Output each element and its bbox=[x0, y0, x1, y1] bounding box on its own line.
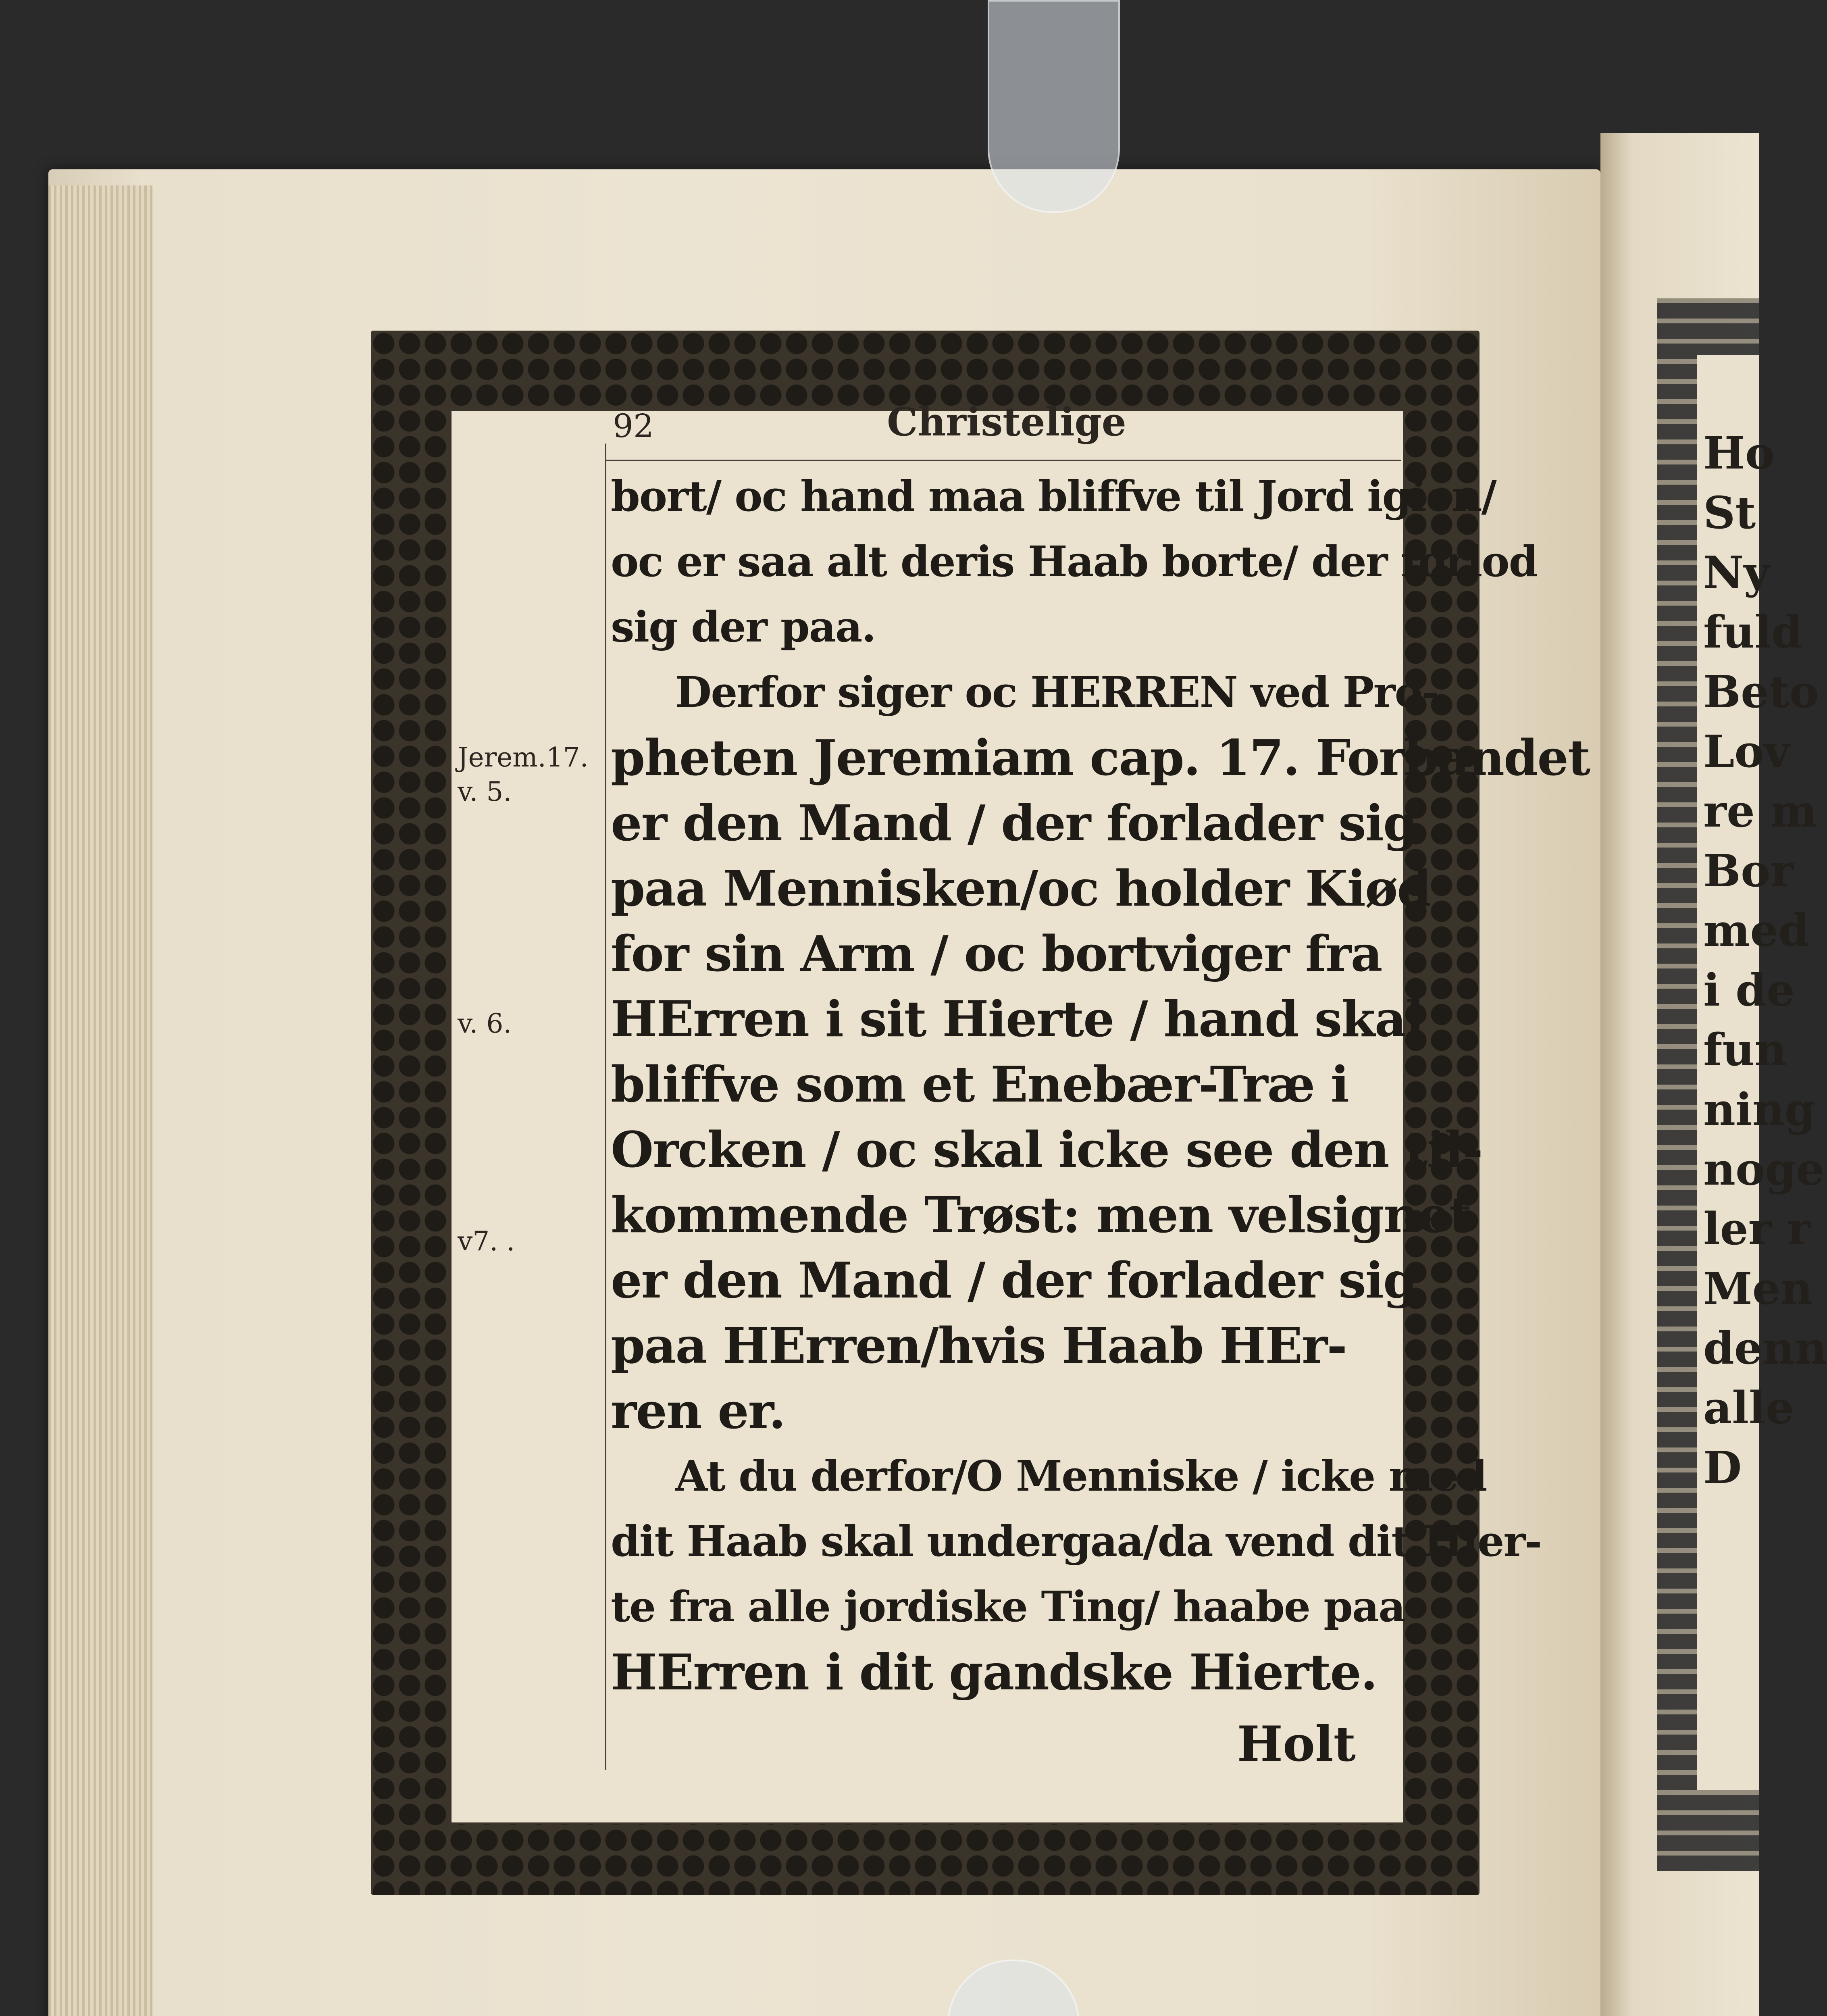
margin-note-v7: v7. . bbox=[458, 1226, 515, 1257]
text-line: dit Haab skal undergaa/da vend dit Hier- bbox=[611, 1516, 1542, 1566]
text-line: te fra alle jordiske Ting/ haabe paa bbox=[611, 1582, 1405, 1631]
text-line: Derfor siger oc HERREN ved Pro- bbox=[675, 667, 1439, 717]
page-clip-top bbox=[988, 0, 1120, 213]
running-head: Christelige bbox=[887, 399, 1126, 445]
catchword: Holt bbox=[1237, 1716, 1356, 1772]
margin-note-v5: v. 5. bbox=[458, 776, 512, 807]
text-line: paa HErren/hvis Haab HEr- bbox=[611, 1316, 1346, 1375]
text-line: kommende Trøst: men velsignet bbox=[611, 1186, 1471, 1244]
text-line: HErren i sit Hierte / hand skal bbox=[611, 990, 1424, 1048]
text-line: bliffve som et Enebær-Træ i bbox=[611, 1055, 1349, 1113]
text-line: ren er. bbox=[611, 1382, 785, 1440]
text-line: er den Mand / der forlader sig bbox=[611, 794, 1417, 852]
margin-rule bbox=[605, 444, 606, 1770]
text-line: At du derfor/O Menniske / icke med bbox=[675, 1451, 1487, 1501]
page-number: 92 bbox=[613, 407, 654, 445]
text-line: sig der paa. bbox=[611, 602, 876, 652]
header-rule bbox=[605, 460, 1401, 461]
body-text bbox=[611, 464, 1590, 1705]
text-line: Orcken / oc skal icke see den til- bbox=[611, 1120, 1482, 1179]
text-line: HErren i dit gandske Hierte. bbox=[611, 1643, 1377, 1701]
facing-page-text: Ho St Ny fuld Beto Lov re m Bor med i de fun ning noge ler r Men denn alle D bbox=[1703, 427, 1827, 1493]
margin-note-v6: v. 6. bbox=[458, 1008, 512, 1039]
text-line: for sin Arm / oc bortviger fra bbox=[611, 925, 1382, 983]
text-line: paa Mennisken/oc holder Kiød bbox=[611, 859, 1431, 917]
text-line: er den Mand / der forlader sig bbox=[611, 1251, 1417, 1309]
text-line: oc er saa alt deris Haab borte/ der forlod bbox=[611, 537, 1538, 586]
margin-note-jerem: Jerem.17. bbox=[458, 742, 589, 773]
text-line: pheten Jeremiam cap. 17. Forbandet bbox=[611, 729, 1590, 787]
page-edges bbox=[48, 185, 153, 2016]
text-line: bort/ oc hand maa bliffve til Jord igien/ bbox=[611, 471, 1496, 521]
